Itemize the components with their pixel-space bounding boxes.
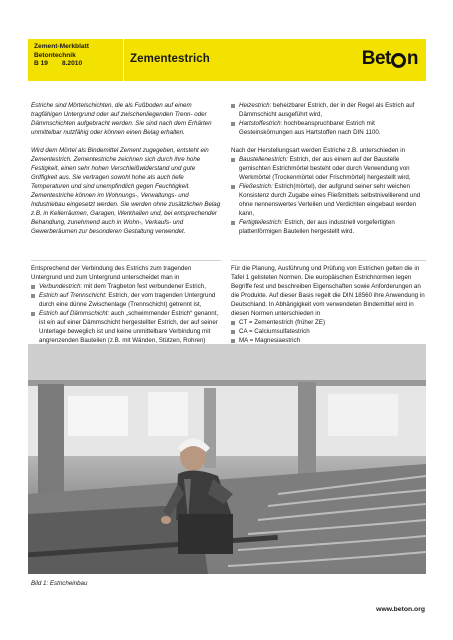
list-item: Hartstoffestrich: hochbeanspruchbarer Estrich mit Gesteinskörnungen aus Hartstoffen nach DIN 1100. [231,119,426,137]
left-column-lower [31,264,221,354]
sheet-date: 8.2010 [61,60,83,68]
left-divider [31,260,221,261]
screed-photo [28,344,426,574]
list-item: CA = Calciumsulfatestrich [231,327,426,336]
page-title: Zementestrich [130,53,210,65]
standards-paragraph: Für die Planung, Ausführung und Prüfung von Estrichen gelten die in Tafel 1 gelisteten Normen. Die europäischen Estrichnormen legen Begriffe fest und beschreiben Eigenschaften sowie Anforderungen an die Produkte. Auf dieser Basis regelt die DIN 18560 ihre Anwendung in Deutschland. In Abhängigkeit vom verwendeten Bindemittel wird in diesen Normen unterschieden in [231,265,425,317]
logo-text-post: n [406,48,418,69]
connection-lead: Entsprechend der Verbindung des Estrichs zum tragenden Untergrund und zum Untergrund unterscheidet man in [31,265,192,281]
right-column [231,101,426,236]
logo-ring-icon [391,53,406,68]
logo-text-pre: Bet [361,48,391,69]
intro-paragraph-1: Estriche sind Mörtelschichten, die als Fußboden auf einem tragfähigen Untergrund oder auf zwischenliegenden Trenn- oder Dämmschichten aufgebracht werden. Sie sind nach dem Erhärten unmittelbar nutzfähig oder können einen Belag erhalten. [31,102,212,136]
footer-url: www.beton.org [376,606,425,613]
right-divider [231,260,426,261]
sheet-number: B 19 [34,60,48,68]
list-item: Fertigteilestrich: Estrich, der aus industriell vorgefertigten plattenförmigen Bauteilen hergestellt wird. [231,218,426,236]
screed-photo-illustration [28,344,426,574]
beton-logo [362,48,418,70]
left-column [31,101,221,245]
series-line1: Zement-Merkblatt [34,43,89,50]
list-item: Fließestrich: Estrich(mörtel), der aufgrund seiner sehr weichen Konsistenz durch Zugabe eines Fließmittels selbstnivellierend und ohne nennenswertes Verteilen und Verdichten eingebaut werden kann, [231,182,426,218]
list-item: CT = Zementestrich (früher ZE) [231,318,426,327]
intro-paragraph-2: Wird dem Mörtel als Bindemittel Zement zugegeben, entsteht ein Zementestrich. Zementestriche zeichnen sich durch ihre hohe Festigkeit, einen sehr hohen Verschleißwiderstand und gute Griffigkeit aus. Sie vertragen sowohl hohe als auch tiefe Temperaturen und sind unempfindlich gegen Feuchtigkeit. Zementestriche können im Wohnungs-, Verwaltungs- und Industriebau eingesetzt werden. Sie werden ohne zusätzlichen Belag z.B. in Kellerräumen, Garagen, Werkhallen und, bei entsprechender Behandlung, zunehmend auch in Wohn-, Verkaufs- und Gewerberäumen zur besonderen Gestaltung verwendet. [31,147,221,235]
photo-caption: Bild 1: Estricheinbau [31,580,88,587]
header-band [28,39,426,81]
list-item: MA = Magnesiaestrich [231,336,426,345]
manufacturing-lead: Nach der Herstellungsart werden Estriche z.B. unterschieden in [231,147,406,154]
list-item: Baustellenestrich: Estrich, der aus einem auf der Baustelle gemischten Estrichmörtel besteht oder durch Verwendung von Werkmörtel (Trockenmörtel oder Frischmörtel) hergestellt wird, [231,155,426,182]
list-item: Heizestrich: beheizbarer Estrich, der in der Regel als Estrich auf Dämmschicht ausgeführt wird, [231,101,426,119]
manufacturing-list [231,155,426,236]
type-list-1 [231,101,426,137]
series-line2: Betontechnik [34,51,76,59]
header-divider [123,39,124,81]
list-item: Estrich auf Trennschicht: Estrich, der vom tragenden Untergrund durch eine dünne Zwischenlage (Trennschicht) getrennt ist, [31,291,221,309]
list-item: Estrich auf Dämmschicht: auch „schwimmender Estrich“ genannt, ist ein auf einer Dämmschicht hergestellter Estrich, der auf seiner Unterlage beweglich ist und keine unmittelbare Verbindung mit angrenzenden Bauteilen (z.B. mit Wänden, Stützen, Rohren) [31,309,221,354]
series-info [34,43,89,69]
list-item: Verbundestrich: mit dem Tragbeton fest verbundener Estrich, [31,282,221,291]
